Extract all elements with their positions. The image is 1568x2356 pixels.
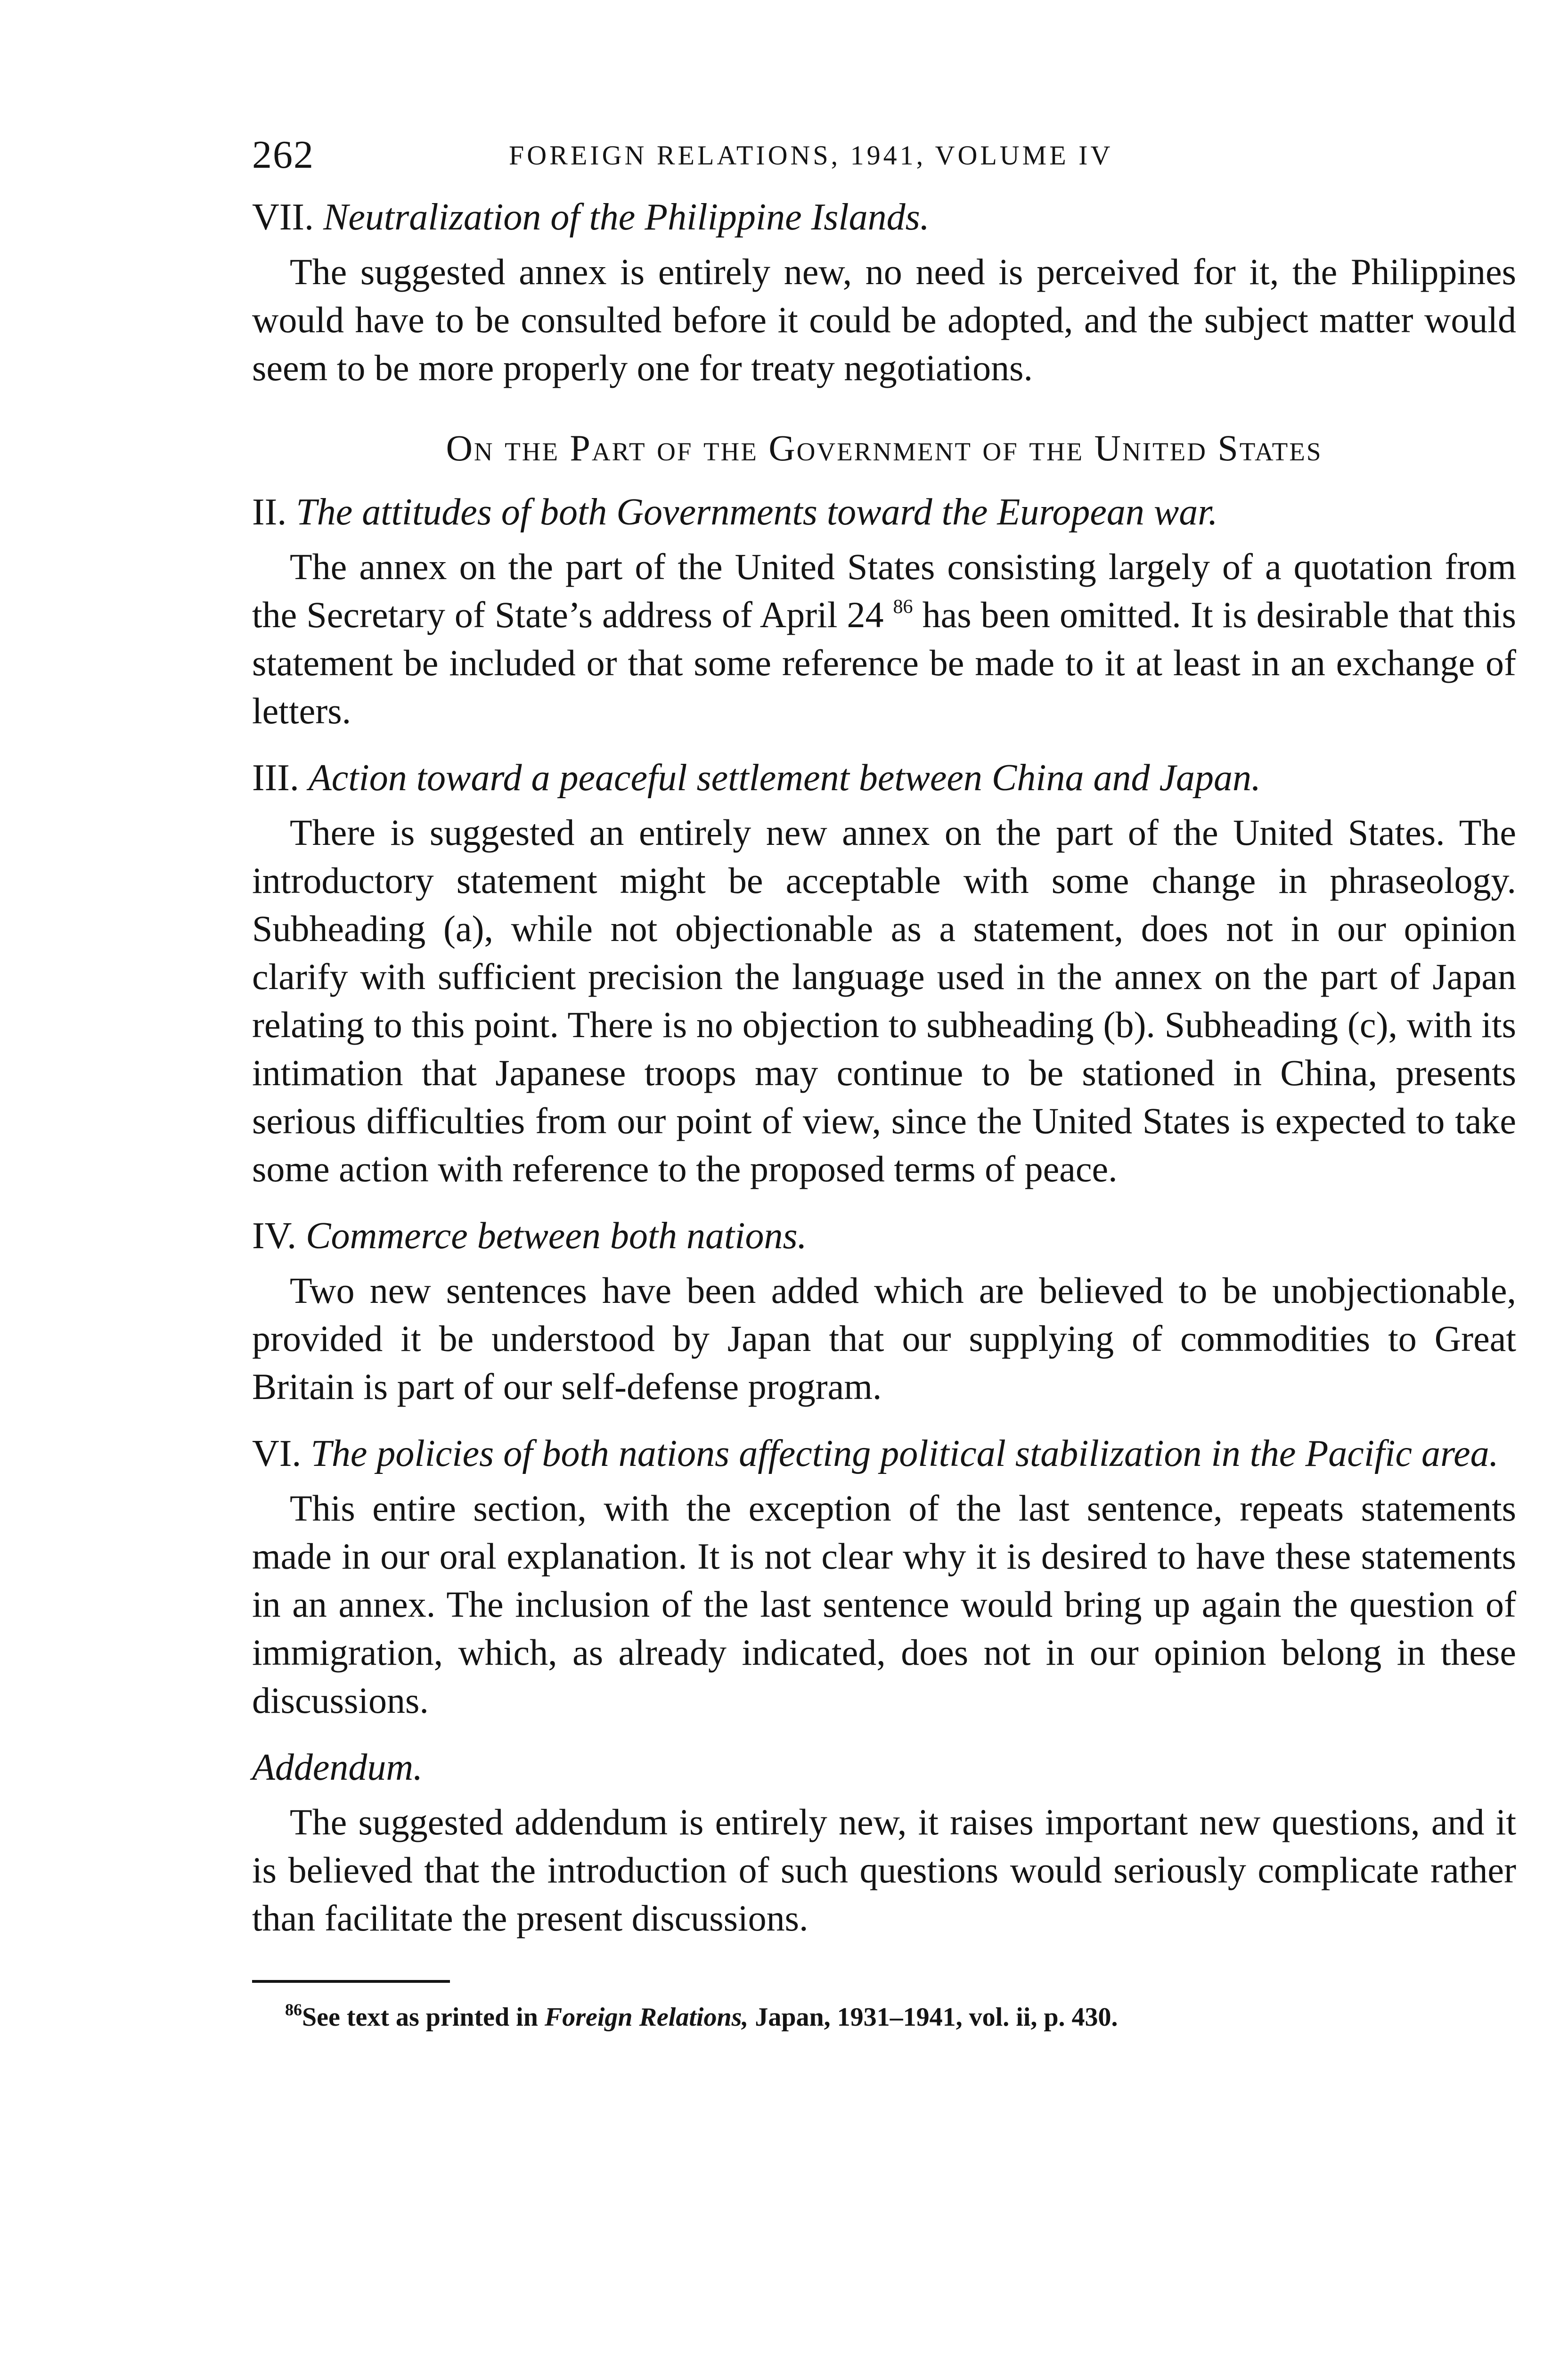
section-title: Action toward a peaceful settlement between China and Japan.	[308, 757, 1261, 799]
running-header	[252, 118, 1516, 179]
section-heading-vii	[252, 193, 1516, 241]
section-number: VII.	[252, 196, 314, 238]
section-number: II.	[252, 491, 287, 533]
section-heading-vi	[252, 1430, 1516, 1478]
section-heading-iii	[252, 754, 1516, 802]
section-heading-addendum	[252, 1743, 1516, 1792]
addendum-text: The suggested addendum is entirely new, it raises important new questions, and it is believed that the introduction of such questions would seriously complicate rather than facilitate the present discussions.	[252, 1801, 1516, 1939]
section-ii-text	[252, 543, 1516, 735]
section-vii-text: The suggested annex is entirely new, no need is perceived for it, the Philippines would have to be consulted before it could be adopted, and the subject matter would seem to be more properly one for treaty negotiations.	[252, 251, 1516, 388]
section-heading-iv	[252, 1212, 1516, 1260]
us-part-heading: On the Part of the Government of the United States	[446, 427, 1323, 468]
section-title: Neutralization of the Philippine Islands.	[323, 196, 930, 238]
section-number: IV.	[252, 1215, 297, 1257]
footnote-reference: 86	[893, 596, 913, 618]
section-number: III.	[252, 757, 299, 799]
section-number: VI.	[252, 1433, 302, 1474]
section-title: Addendum.	[252, 1747, 423, 1788]
footnote-mark: 86	[285, 2000, 302, 2019]
footnote	[252, 2001, 1516, 2034]
section-ii-text-start: The annex on the part of the United States consisting largely of a quotation from the Secretary of State’s address of April 24	[252, 546, 1516, 635]
footnote-text-start: See text as printed in	[302, 2003, 545, 2032]
section-iii-text: There is suggested an entirely new annex on the part of the United States. The introductory statement might be acceptable with some change in phraseology. Subheading (a), while not objectionable as a statement, does not in our opinion clarify with sufficient precision the language used in the annex on the part of Japan relating to this point. There is no objection to subheading (b). Subheading (c), with its intimation that Japanese troops may continue to be stationed in China, presents serious difficulties from our point of view, since the United States is expected to take some action with reference to the proposed terms of peace.	[252, 812, 1516, 1189]
section-vi-text: This entire section, with the exception of the last sentence, repeats statements made in our oral explanation. It is not clear why it is desired to have these statements in an annex. The inclusion of the last sentence would bring up again the question of immigration, which, as already indicated, does not in our opinion belong in these discussions.	[252, 1488, 1516, 1721]
section-heading-ii	[252, 488, 1516, 536]
section-ii-text-end: has been omitted. It is desirable that this statement be included or that some reference be made to it at least in an exchange of letters.	[252, 594, 1516, 731]
footnote-source-title: Foreign Relations,	[544, 2003, 749, 2032]
section-title: Commerce between both nations.	[306, 1215, 807, 1257]
page-number: 262	[252, 133, 314, 177]
footnote-text-end: Japan, 1931–1941, vol. ii, p. 430.	[748, 2003, 1118, 2032]
section-title: The attitudes of both Governments toward the European war.	[296, 491, 1218, 533]
section-iv-text: Two new sentences have been added which are believed to be unobjectionable, provided it be understood by Japan that our supplying of commodities to Great Britain is part of our self-defense program.	[252, 1270, 1516, 1407]
section-title: The policies of both nations affecting political stabilization in the Pacific area.	[310, 1433, 1499, 1474]
footnote-divider	[252, 1980, 450, 1983]
running-title: FOREIGN RELATIONS, 1941, VOLUME IV	[509, 140, 1113, 171]
